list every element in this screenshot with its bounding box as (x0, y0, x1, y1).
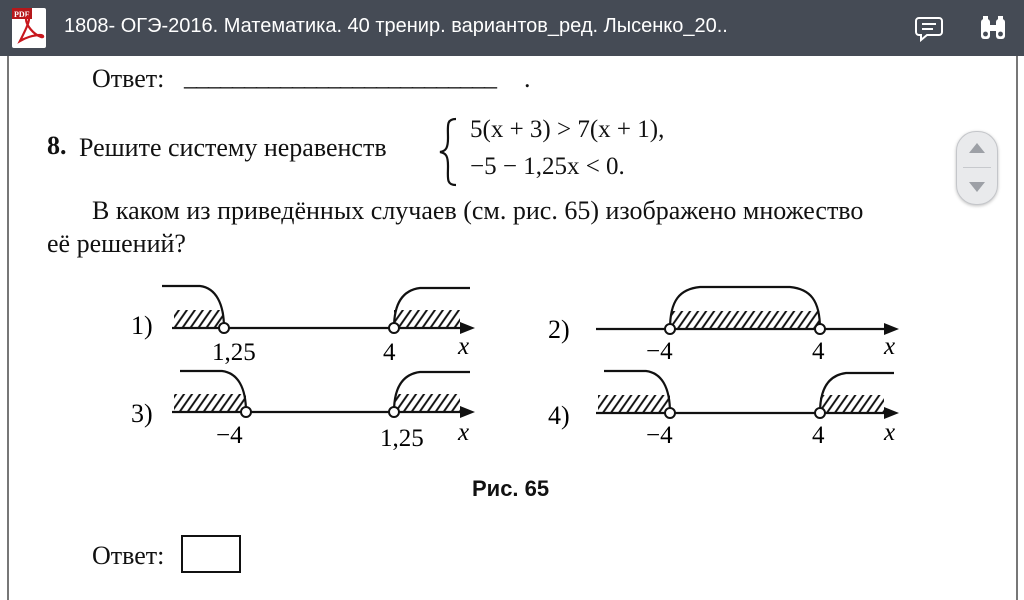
answer1-end: . (524, 64, 531, 93)
option-4-label: 4) (548, 401, 570, 430)
option-1[interactable] (131, 286, 475, 366)
option-4-tick-1: −4 (646, 422, 673, 449)
option-3-tick-2: 1,25 (380, 425, 424, 452)
page-scroll-control[interactable] (956, 131, 998, 205)
question-line-2: её решений? (47, 229, 186, 258)
document-title: 1808- ОГЭ-2016. Математика. 40 тренир. вариантов_ред. Лысенко_20.. (64, 15, 728, 37)
answer1-label: Ответ: (92, 64, 165, 93)
option-2-tick-2: 4 (812, 338, 825, 365)
option-3-tick-1: −4 (216, 422, 243, 449)
answer1-blank: __________________________ (184, 62, 496, 91)
answer2-label: Ответ: (92, 541, 165, 570)
pdf-badge: PDF (14, 10, 30, 19)
question-line-1: В каком из приведённых случаев (см. рис. 65) изображено множество (92, 196, 864, 225)
option-2-axis: x (884, 333, 896, 360)
option-4[interactable] (548, 371, 899, 449)
option-4-tick-2: 4 (812, 422, 825, 449)
option-3[interactable] (131, 371, 475, 452)
option-1-tick-2: 4 (383, 339, 396, 366)
task-number: 8. (47, 131, 67, 160)
triangle-down-icon[interactable] (968, 181, 986, 193)
answer-box[interactable] (181, 535, 241, 573)
task-text: Решите систему неравенств (79, 133, 387, 162)
option-1-axis: x (458, 333, 470, 360)
figure-caption: Рис. 65 (472, 476, 550, 501)
option-4-axis: x (884, 419, 896, 446)
option-3-label: 3) (131, 399, 153, 428)
option-1-label: 1) (131, 311, 153, 340)
option-1-tick-1: 1,25 (212, 339, 256, 366)
inequality-2: −5 − 1,25x < 0. (470, 153, 625, 180)
option-2[interactable] (548, 287, 899, 365)
triangle-up-icon[interactable] (968, 142, 986, 154)
option-2-label: 2) (548, 315, 570, 344)
option-2-tick-1: −4 (646, 338, 673, 365)
inequality-1: 5(x + 3) > 7(x + 1), (470, 116, 665, 143)
option-3-axis: x (458, 419, 470, 446)
